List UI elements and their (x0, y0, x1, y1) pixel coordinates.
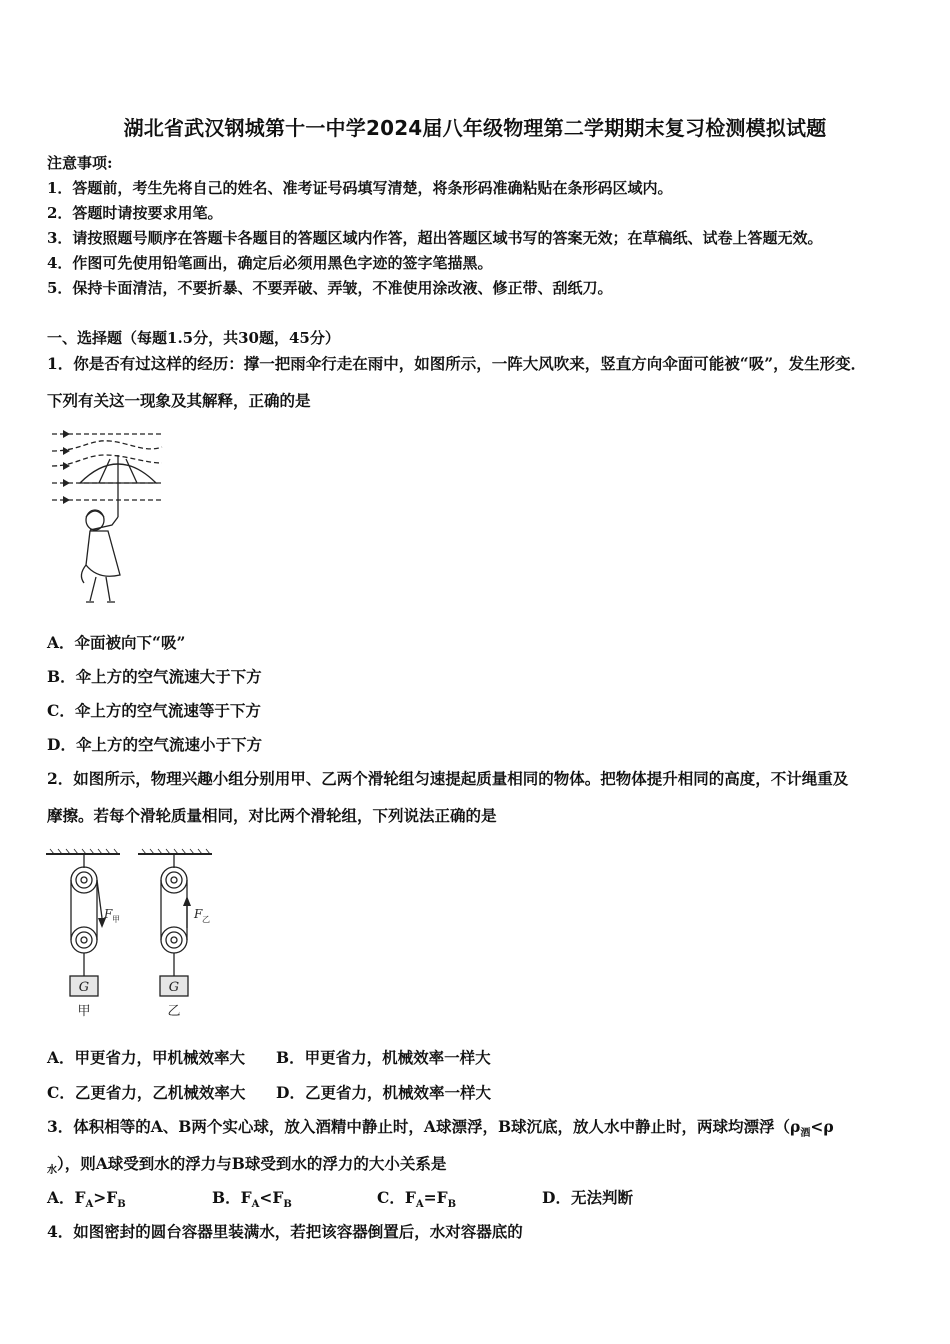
question-1-option-d: D．伞上方的空气流速小于下方 (47, 735, 262, 754)
question-3-option-b: B．$F_A<F_B$ (212, 1188, 292, 1211)
force-label-yi: F (194, 907, 203, 921)
notice-item: 5．保持卡面清洁，不要折暴、不要弄破、弄皱，不准使用涂改液、修正带、刮纸刀。 (47, 279, 613, 297)
question-1-line2: 下列有关这一现象及其解释，正确的是 (47, 391, 311, 410)
force-sub-yi: 乙 (202, 915, 210, 924)
question-2-line1: 2．如图所示，物理兴趣小组分别用甲、乙两个滑轮组匀速提起质量相同的物体。把物体提升相同的高度，不计绳重及 (47, 769, 849, 788)
question-2-option-a: A．甲更省力，甲机械效率大 (47, 1048, 246, 1067)
question-3-line2: $_水$），则A球受到水的浮力与B球受到水的浮力的大小关系是 (47, 1154, 447, 1177)
question-3-line1: 3．体积相等的A、B两个实心球，放入酒精中静止时，A球漂浮，B球沉底，放人水中静止时，两球均漂浮（$\rho_酒<\rho$ (47, 1117, 834, 1140)
question-2-option-c: C．乙更省力，乙机械效率大 (47, 1083, 246, 1102)
question-3-option-a: A．$F_A>F_B$ (47, 1188, 126, 1211)
notice-item: 4．作图可先使用铅笔画出，确定后必须用黑色字迹的签字笔描黑。 (47, 254, 493, 272)
question-2-option-b: B．甲更省力，机械效率一样大 (276, 1048, 491, 1067)
question-1-option-b: B．伞上方的空气流速大于下方 (47, 667, 262, 686)
question-3-option-d: D．无法判断 (542, 1188, 633, 1207)
question-3-option-c: C．$F_A=F_B$ (377, 1188, 457, 1211)
question-4-line1: 4．如图密封的圆台容器里装满水，若把该容器倒置后，水对容器底的 (47, 1222, 523, 1241)
notice-heading: 注意事项: (47, 154, 113, 172)
section-heading: 一、选择题（每题1.5分，共30题，45分） (47, 329, 340, 347)
question-1-option-c: C．伞上方的空气流速等于下方 (47, 701, 261, 720)
notice-item: 2．答题时请按要求用笔。 (47, 204, 223, 222)
question-1-option-a: A．伞面被向下“吸” (47, 633, 186, 652)
weight-label-jia: G (78, 980, 90, 995)
page-title: 湖北省武汉钢城第十一中学2024届八年级物理第二学期期末复习检测模拟试题 (123, 116, 827, 140)
pulley-label-jia: 甲 (77, 1004, 91, 1019)
weight-label-yi: G (168, 980, 180, 995)
question-1-line1: 1．你是否有过这样的经历：撑一把雨伞行走在雨中，如图所示，一阵大风吹来，竖直方向伞面可能被“吸”，发生形变． (47, 354, 867, 373)
question-2-line2: 摩擦。若每个滑轮质量相同，对比两个滑轮组，下列说法正确的是 (47, 806, 497, 825)
notice-item: 1．答题前，考生先将自己的姓名、准考证号码填写清楚，将条形码准确粘贴在条形码区域内。 (47, 179, 673, 197)
pulley-label-yi: 乙 (167, 1004, 181, 1019)
notice-item: 3．请按照题号顺序在答题卡各题目的答题区域内作答，超出答题区域书写的答案无效；在草稿纸、试卷上答题无效。 (47, 229, 823, 247)
question-2-option-d: D．乙更省力，机械效率一样大 (276, 1083, 491, 1102)
umbrella-wind-figure (50, 425, 168, 610)
force-sub-jia: 甲 (112, 915, 120, 924)
force-label-jia: F (104, 907, 113, 921)
pulley-figure (44, 848, 219, 1023)
